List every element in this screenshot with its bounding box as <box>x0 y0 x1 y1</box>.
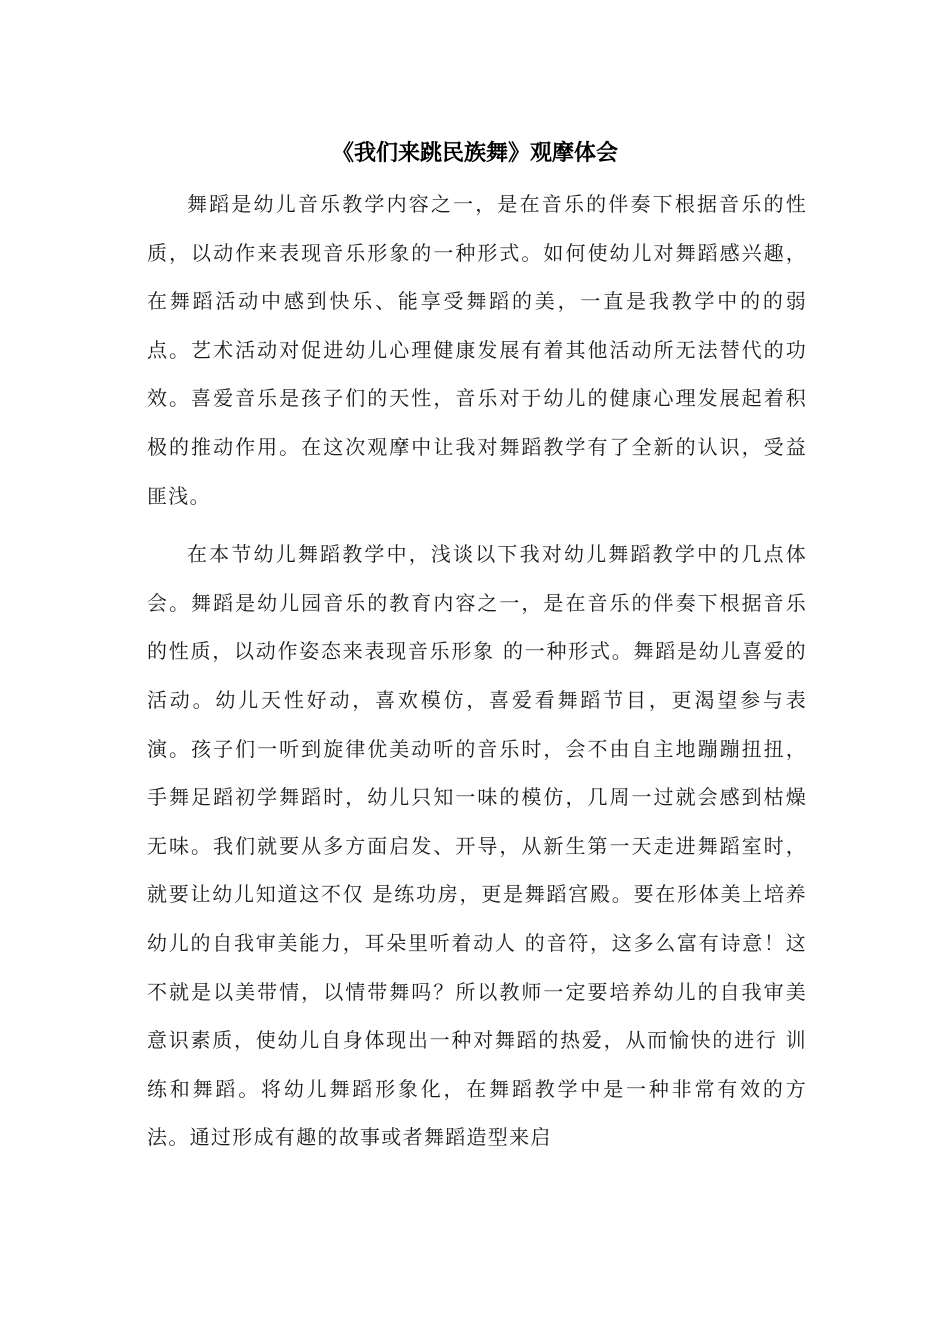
document-title: 《我们来跳民族舞》观摩体会 <box>331 141 618 166</box>
paragraph-2: 在本节幼儿舞蹈教学中，浅谈以下我对幼儿舞蹈教学中的几点体会。舞蹈是幼儿园音乐的教育内容之一，是在音乐的伴奏下根据音乐的性质，以动作姿态来表现音乐形象 的一种形式。舞蹈是幼儿喜爱的活动。幼儿天性好动，喜欢模仿，喜爱看舞蹈节目，更渴望参与表演。孩子们一听到旋律优美动听的音乐时，会不由自主地蹦蹦扭扭，手舞足蹈初学舞蹈时，幼儿只知一味的模仿，几周一过就会感到枯燥无味。我们就要从多方面启发、开导，从新生第一天走进舞蹈室时，就要让幼儿知道这不仅 是练功房，更是舞蹈宫殿。要在形体美上培养幼儿的自我审美能力，耳朵里听着动人 的音符，这多么富有诗意！这不就是以美带情，以情带舞吗？所以教师一定要培养幼儿的自我审美意识素质，使幼儿自身体现出一种对舞蹈的热爱，从而愉快的进行 训练和舞蹈。将幼儿舞蹈形象化，在舞蹈教学中是一种非常有效的方法。通过形成有趣的故事或者舞蹈造型来启 <box>147 542 807 1150</box>
paragraph-1: 舞蹈是幼儿音乐教学内容之一，是在音乐的伴奏下根据音乐的性质，以动作来表现音乐形象的一种形式。如何使幼儿对舞蹈感兴趣，在舞蹈活动中感到快乐、能享受舞蹈的美，一直是我教学中的的弱点。艺术活动对促进幼儿心理健康发展有着其他活动所无法替代的功效。喜爱音乐是孩子们的天性，音乐对于幼儿的健康心理发展起着积极的推动作用。在这次观摩中让我对舞蹈教学有了全新的认识，受益匪浅。 <box>147 192 807 508</box>
document-body <box>147 180 807 1162</box>
